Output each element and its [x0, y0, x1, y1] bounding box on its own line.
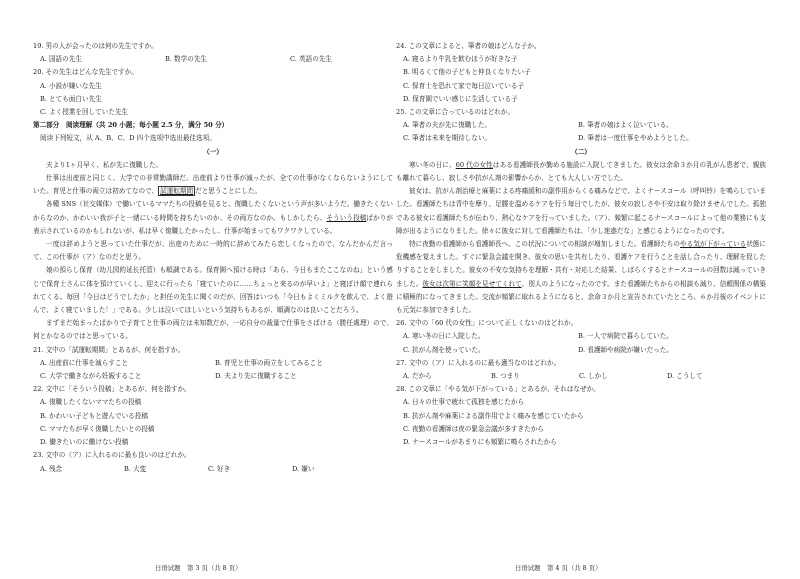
underline-such-posts: そういう投稿 [326, 213, 367, 222]
passage-2-p1: 寒い冬の日に、60 代の女性はある看護師長が勤める施設に入院してきました。彼女は余命３か月の乳がん患者で、親族も離れて暮らし、寂しさや抗がん剤の影響からか、とても大人しい方でした。 [396, 160, 767, 183]
q26-option-d: D. 看護師や病院が嫌いだった。 [578, 345, 673, 354]
q20-option-a: A. 小説が嫌いな先生 [40, 81, 102, 90]
q25-option-c: C. 筆者は未来を期待しない。 [403, 134, 492, 143]
underline-motivation-down: やる気が下がっている [680, 240, 747, 249]
right-page [396, 40, 766, 449]
q28-option-b: B. 抗がん剤や麻薬による副作用でよく痛みを感じていたから [403, 411, 584, 420]
q21-option-c: C. 大学で働きながら妊娠すること [40, 372, 142, 381]
q26-option-a: A. 寒い冬の日に入院した。 [403, 332, 485, 341]
left-page [33, 40, 393, 476]
passage-1-p5: 娘の預らし保育（幼儿园的延长托管）も順調である。保育園へ預ける時は「あら、今日もまたここなのね」という感じで保育士さんに体を預けていくし、迎えに行ったら「寝ていたのに……ちょっと来るのが早いよ」と寝ぼけ顔で連れられてくる。毎回「今日はどうでしたか」と担任の先生に聞くのだが、回答はいつも「今日もよくミルクを飲んで、よく遊んで、よく寝ていました！」である。少しは泣いてほしいという気持ちもあるが、順調なのは良いことだろう。 [33, 266, 393, 315]
q21-options-cd [33, 370, 393, 383]
q25-option-a: A. 筆者の夫が先に復職した。 [403, 121, 492, 130]
passage-1-p6: まずまだ始まったばかりで子育てと仕事の両立は未知数だが、一応自分の裁量で仕事をさばける（勝任處理）ので、何とかなるのではと思っている。 [33, 319, 393, 341]
q19-options [33, 53, 393, 66]
section-instructions: 阅读下列短文，从 A、B、C、D 四个选项中选出最佳选项。 [40, 134, 216, 143]
q20-stem: 20. その先生はどんな先生ですか。 [33, 68, 138, 77]
q21-options-ab [33, 357, 393, 370]
underline-60s-woman: 60 代の女性 [455, 160, 493, 169]
q22-option-c: C. ママたちが早く復職したいとの投稿 [40, 424, 155, 433]
q22-stem: 22. 文中に「そういう投稿」とあるが、何を指すか。 [33, 385, 191, 394]
q23-option-a: A. 残念 [40, 464, 63, 473]
passage-1-p3: 各種 SNS（社交媒体）で働いているママたちの投稿を見ると、復職したくないという声が多いようだ。働きたくないからなのか、かわいい我が子と一緒にいる時間を持ちたいのか、その両方なのか。もしかしたら、そういう投稿ばかりが表示されているのかもしれないが、私は早く復職したかったし、仕事が始まってもワクワクしている。 [33, 200, 394, 235]
q27-option-c: C. しかし [579, 372, 608, 381]
q28-option-c: C. 夜勤の看護師は夜の緊急会議が多すぎたから [403, 424, 544, 433]
q28-stem: 28. この文章に「やる気が下がっている」とあるが、それはなぜか。 [396, 385, 600, 394]
q20-option-c: C. よく授業を回していた先生 [40, 108, 129, 117]
q28-option-d: D. ナースコールがあまりにも頻繁に鳴らされたから [403, 438, 557, 447]
q27-option-d: D. こうして [667, 372, 703, 381]
q24-option-b: B. 明るくて他の子どもと仲良くなりたい子 [403, 68, 531, 77]
q24-option-d: D. 保育園でいい感じに生活している子 [403, 94, 518, 103]
q23-option-d: D. 嫌い [292, 464, 315, 473]
q26-option-c: C. 抗がん剤を使っていた。 [403, 345, 485, 354]
q23-option-b: B. 大変 [124, 464, 147, 473]
q21-option-b: B. 育児と仕事の両立をしてみること [215, 358, 323, 367]
passage-2-p2: 彼女は、抗がん剤治療と麻薬による疼痛緩和の副作用からくる痛みなどで、よくナースコール（呼叫铃）を鳴らしていました。看護師たちは背中を摩り、足腰を温めるケアを行う毎日でしたが、彼女の寂しさや不安は取り除けませんでした。孤独である彼女に看護師たちが伝わり、熱心なケアを行っていました。（ア）、頻繁に起こるナースコールによって他の業務にも支障が出るようになりました。徐々に彼女に対して看護師たちは、「少し迷惑だな」と感じるようになったのです。 [396, 187, 766, 235]
q19-option-b: B. 数学の先生 [165, 55, 208, 64]
q19-option-c: C. 英語の先生 [290, 55, 332, 64]
q22-option-a: A. 復職したくないママたちの投稿 [40, 398, 142, 407]
q26-options-ab [396, 330, 766, 343]
q22-option-b: B. かわいい子どもと遊んでいる投稿 [40, 411, 148, 420]
passage-1-p2: 仕事は出産前と同じく、大学での非常勤講師だ。出産前より仕事が減ったが、全ての仕事がなくならないようにしていた。育児と仕事の両立は初めてなので、 試運転期間 だと思うことにした。 [33, 174, 393, 196]
section-title: 第二部分 阅读理解（共 20 小题；每小题 2.5 分，满分 50 分） [33, 121, 229, 130]
q28-option-a: A. 日々の仕事で疲れて孤独を感じたから [403, 398, 525, 407]
q21-option-d: D. 夫より先に復職すること [215, 372, 297, 381]
page-footer-right: 日语试题 第 4 页（共 8 页） [515, 564, 602, 572]
q26-options-cd [396, 344, 766, 357]
q26-stem: 26. 文中の「60 代の女性」について正しくないのはどれか。 [396, 319, 578, 328]
passage-2-p3: 特に夜勤の看護師から看護師長へ、この状況についての相談が増加しました。看護師たちのやる気が下がっている状態に危機感を覚えました。すぐに緊急会議を開き、彼女の思いを共有したり、看護ケアを行うことを話し合ったり、理解を促したりすることをしました。彼女の不安な気持ちを理解・共有・対応した結果、しばらくするとナースコールの回数は減っていきました。彼女は次第に笑顔を見せてくれて、別人のようになったのです。また看護師たちからの相談も減り、信頼関係の構築に積極的になってきました。交流が頻繁に取れるようになると、余命３か月と宣告されていたところ、６か月後のイベントにも元気に参加できました。 [396, 240, 767, 315]
q26-option-b: B. 一人で病院で暮らしていた。 [578, 332, 673, 341]
passage-1-label: （一） [203, 147, 223, 156]
q25-option-b: B. 筆者の娘はよく泣いている。 [578, 121, 673, 130]
q27-option-a: A. だから [403, 372, 432, 381]
q23-options [33, 463, 393, 476]
q24-option-a: A. 寝るより牛乳を飲むほうが好きな子 [403, 55, 518, 64]
q21-option-a: A. 出産前に仕事を減らすこと [40, 358, 129, 367]
q19-stem: 19. 男の人が会ったのは何の先生ですか。 [33, 42, 158, 50]
passage-2-label: （二） [571, 147, 591, 156]
passage-1-p1: 夫より1ヶ月早く、私が先に復職した。 [46, 160, 163, 169]
underline-smile: 彼女は次第に笑顔を見せてくれて [422, 279, 522, 288]
q23-option-c: C. 好き [208, 464, 231, 473]
q21-stem: 21. 文中の「試運転期間」とあるが、何を指すか。 [33, 345, 185, 354]
q27-stem: 27. 文中の（ア）に入れるのに最も適当なのはどれか。 [396, 358, 561, 367]
q25-options-cd [396, 132, 766, 145]
q23-stem: 23. 文中の（ア）に入れるのに最も良いのはどれか。 [33, 451, 191, 460]
q24-stem: 24. この文章によると、筆者の娘はどんな子か。 [396, 42, 541, 50]
q22-option-d: D. 働きたいのに働けない投稿 [40, 438, 129, 447]
q27-option-b: B. つまり [491, 372, 520, 381]
q25-options-ab [396, 119, 766, 132]
q25-stem: 25. この文章に合っているのはどれか。 [396, 108, 515, 117]
underline-trial-period: 試運転期間 [160, 187, 194, 196]
q24-option-c: C. 保育士を恐れて家で毎日泣いている子 [403, 81, 525, 90]
q20-option-b: B. とても面白い先生 [40, 94, 102, 103]
passage-1-p4: 一度は辞めようと思っていた仕事だが、出産のために一時的に辞めてみたら恋しくなったので、なんだかんだ言って、この仕事が（ア）なのだと思う。 [33, 240, 393, 262]
page-footer-left: 日语试题 第 3 页（共 8 页） [155, 564, 242, 572]
q19-option-a: A. 国語の先生 [40, 55, 82, 64]
q25-option-d: D. 筆者は一度仕事をやめようとした。 [578, 134, 693, 143]
q27-options [396, 370, 766, 383]
